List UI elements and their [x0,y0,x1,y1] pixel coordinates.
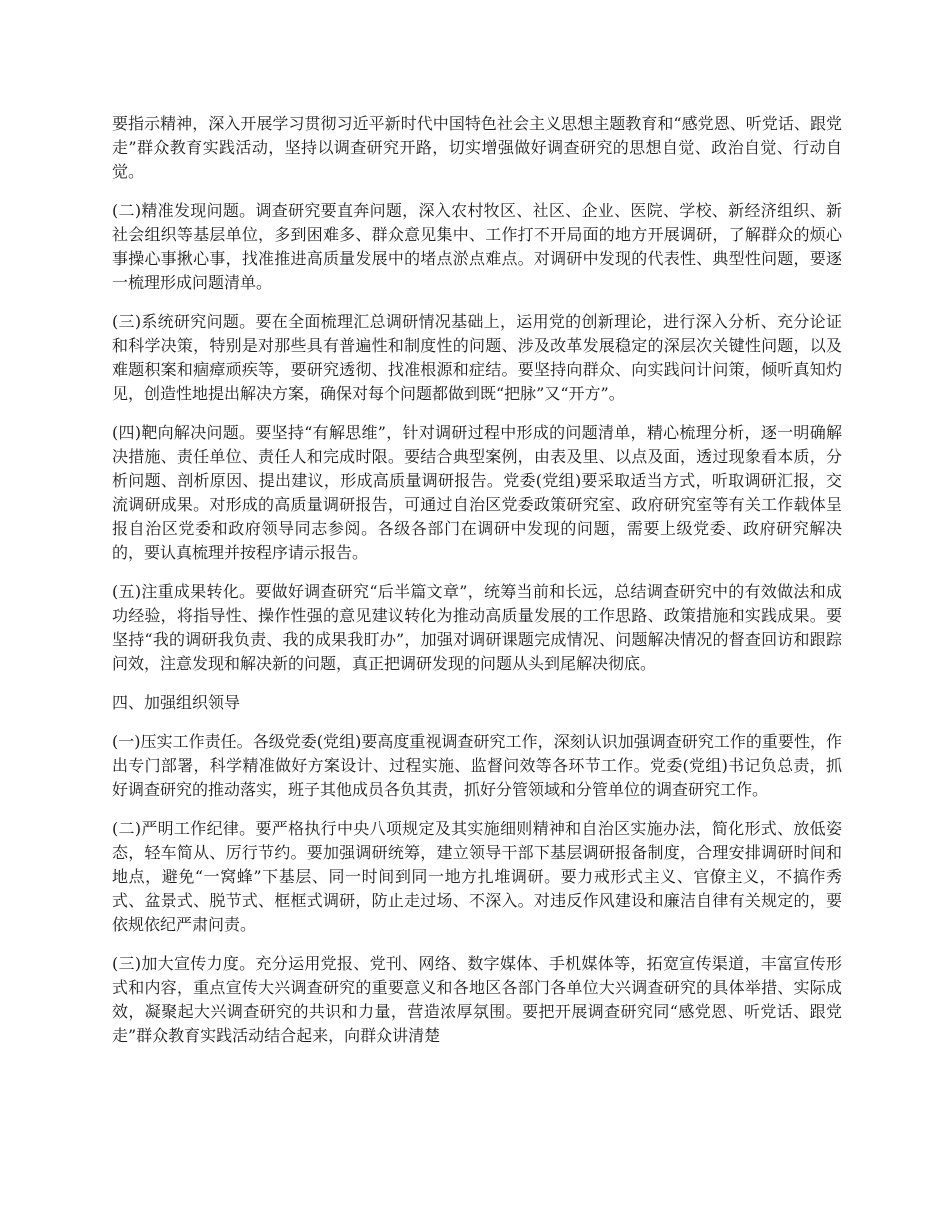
paragraph-systematic-research: (三)系统研究问题。要在全面梳理汇总调研情况基础上，运用党的创新理论，进行深入分析、充分论证和科学决策，特别是对那些具有普遍性和制度性的问题、涉及改革发展稳定的深层次关键性问题，以及难题积案和痼瘴顽疾等，要研究透彻、找准根源和症结。要坚持向群众、向实践问计问策，倾听真知灼见，创造性地提出解决方案，确保对每个问题都做到既“把脉”又“开方”。 [112,312,842,403]
paragraph-result-transformation: (五)注重成果转化。要做好调查研究“后半篇文章”，统筹当前和长远，总结调查研究中的有效做法和成功经验，将指导性、操作性强的意见建议转化为推动高质量发展的工作思路、政策措施和实践成果。要坚持“我的调研我负责、我的成果我盯办”，加强对调研课题完成情况、问题解决情况的督查回访和跟踪问效，注意发现和解决新的问题，真正把调研发现的问题从头到尾解决彻底。 [112,582,842,673]
paragraph-intro-continuation: 要指示精神，深入开展学习贯彻习近平新时代中国特色社会主义思想主题教育和“感党恩、听党话、跟党走”群众教育实践活动，坚持以调查研究开路，切实增强做好调查研究的思想自觉、政治自觉、行动自觉。 [112,114,842,181]
paragraph-work-discipline: (二)严明工作纪律。要严格执行中央八项规定及其实施细则精神和自治区实施办法，简化形式、放低姿态，轻车简从、厉行节约。要加强调研统筹，建立领导干部下基层调研报备制度，合理安排调研时间和地点，避免“一窝蜂”下基层、同一时间到同一地方扎堆调研。要力戒形式主义、官僚主义，不搞作秀式、盆景式、脱节式、框框式调研，防止走过场、不深入。对违反作风建设和廉洁自律有关规定的，要依规依纪严肃问责。 [112,819,842,934]
paragraph-targeted-solution: (四)靶向解决问题。要坚持“有解思维”，针对调研过程中形成的问题清单，精心梳理分析，逐一明确解决措施、责任单位、责任人和完成时限。要结合典型案例，由表及里、以点及面，透过现象看本质，分析问题、剖析原因、提出建议，形成高质量调研报告。党委(党组)要采取适当方式，听取调研汇报，交流调研成果。对形成的高质量调研报告，可通过自治区党委政策研究室、政府研究室等有关工作载体呈报自治区党委和政府领导同志参阅。各级各部门在调研中发现的问题，需要上级党委、政府研究解决的，要认真梳理并按程序请示报告。 [112,423,842,562]
paragraph-precise-discovery: (二)精准发现问题。调查研究要直奔问题，深入农村牧区、社区、企业、医院、学校、新经济组织、新社会组织等基层单位，多到困难多、群众意见集中、工作打不开局面的地方开展调研，了解群众的烦心事操心事揪心事，找准推进高质量发展中的堵点淤点难点。对调研中发现的代表性、典型性问题，要逐一梳理形成问题清单。 [112,201,842,292]
document-page [112,112,842,1063]
section-heading-organization: 四、加强组织领导 [112,693,241,712]
paragraph-work-responsibility: (一)压实工作责任。各级党委(党组)要高度重视调查研究工作，深刻认识加强调查研究工作的重要性，作出专门部署，科学精准做好方案设计、过程实施、监督问效等各环节工作。党委(党组)书记负总责，抓好调查研究的推动落实，班子其他成员各负其责，抓好分管领域和分管单位的调查研究工作。 [112,732,842,799]
paragraph-publicity: (三)加大宣传力度。充分运用党报、党刊、网络、数字媒体、手机媒体等，拓宽宣传渠道，丰富宣传形式和内容，重点宣传大兴调查研究的重要意义和各地区各部门各单位大兴调查研究的具体举措、实际成效，凝聚起大兴调查研究的共识和力量，营造浓厚氛围。要把开展调查研究同“感党恩、听党话、跟党走”群众教育实践活动结合起来，向群众讲清楚 [112,954,842,1045]
